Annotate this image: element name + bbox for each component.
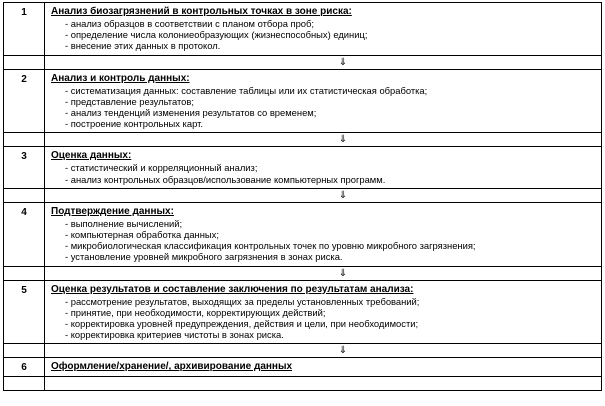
- arrow-row: [4, 266, 602, 280]
- arrow-row-cell: [45, 377, 602, 391]
- step-item: - рассмотрение результатов, выходящих за пределы установленных требований;: [65, 295, 420, 307]
- step-content: [45, 147, 602, 188]
- step-items-list: [51, 85, 601, 130]
- arrow-row-num-cell: [4, 377, 45, 391]
- step-row: [4, 147, 602, 188]
- step-item: - анализ образцов в соответствии с планом отбора проб;: [65, 18, 314, 29]
- step-items-list: [51, 162, 601, 184]
- step-content: [45, 202, 602, 266]
- step-number: 2: [4, 69, 45, 133]
- step-content: [45, 358, 602, 377]
- steps-body: [4, 3, 602, 391]
- step-item: - определение числа колониеобразующих (жизнеспособных) единиц;: [65, 29, 368, 41]
- step-title: Оценка результатов и составление заключения по результатам анализа:: [51, 283, 414, 295]
- arrow-row-num-cell: [4, 133, 45, 147]
- arrow-row-num-cell: [4, 266, 45, 280]
- step-item: - анализ тенденций изменения результатов со временем;: [65, 107, 317, 119]
- step-title: Анализ и контроль данных:: [51, 72, 190, 84]
- step-item: - корректировка критериев чистоты в зонах риска.: [65, 329, 284, 341]
- step-item: - построение контрольных карт.: [65, 118, 203, 130]
- arrow-row-num-cell: [4, 55, 45, 69]
- step-item: - выполнение вычислений;: [65, 217, 183, 229]
- step-row: [4, 358, 602, 377]
- step-item: - представление результатов;: [65, 95, 194, 107]
- down-arrow-icon: ⇓: [338, 267, 348, 279]
- step-content: [45, 69, 602, 133]
- arrow-row: [4, 133, 602, 147]
- step-number: 3: [4, 147, 45, 188]
- step-content: [45, 280, 602, 344]
- step-item: - установление уровней микробного загрязнения в зонах риска.: [65, 251, 343, 263]
- arrow-row-num-cell: [4, 188, 45, 202]
- step-item: - принятие, при необходимости, корректирующих действий;: [65, 306, 326, 318]
- step-title: Оформление/хранение/, архивирование данных: [51, 361, 293, 373]
- arrow-row-num-cell: [4, 344, 45, 358]
- arrow-row-cell: [45, 344, 602, 358]
- step-content: [45, 3, 602, 56]
- down-arrow-icon: ⇓: [338, 134, 348, 146]
- step-title: Подтверждение данных:: [51, 205, 174, 217]
- arrow-row-cell: [45, 55, 602, 69]
- arrow-row: [4, 188, 602, 202]
- spacer-row: [4, 377, 602, 391]
- step-title: Оценка данных:: [51, 150, 132, 162]
- step-row: [4, 280, 602, 344]
- arrow-row: [4, 344, 602, 358]
- step-number: 1: [4, 3, 45, 56]
- step-item: - корректировка уровней предупреждения, действия и цели, при необходимости;: [65, 318, 419, 330]
- step-item: - компьютерная обработка данных;: [65, 229, 219, 241]
- step-row: [4, 202, 602, 266]
- process-steps-table: [3, 2, 602, 391]
- step-number: 5: [4, 280, 45, 344]
- step-item: - статистический и корреляционный анализ;: [65, 162, 258, 174]
- step-title: Анализ биозагрязнений в контрольных точках в зоне риска:: [51, 6, 352, 17]
- down-arrow-icon: ⇓: [338, 56, 348, 68]
- step-row: [4, 3, 602, 56]
- arrow-row-cell: [45, 133, 602, 147]
- down-arrow-icon: ⇓: [338, 189, 348, 201]
- arrow-row-cell: [45, 266, 602, 280]
- arrow-row-cell: [45, 188, 602, 202]
- step-items-list: [51, 18, 601, 52]
- step-item: - систематизация данных: составление таблицы или их статистическая обработка;: [65, 84, 428, 96]
- step-row: [4, 69, 602, 133]
- step-item: - внесение этих данных в протокол.: [65, 40, 221, 52]
- step-number: 4: [4, 202, 45, 266]
- arrow-row: [4, 55, 602, 69]
- step-item: - анализ контрольных образцов/использование компьютерных программ.: [65, 173, 386, 185]
- step-items-list: [51, 296, 601, 341]
- down-arrow-icon: ⇓: [338, 345, 348, 357]
- step-number: 6: [4, 358, 45, 377]
- step-item: - микробиологическая классификация контрольных точек по уровню микробного загрязнения;: [65, 240, 476, 252]
- step-items-list: [51, 218, 601, 263]
